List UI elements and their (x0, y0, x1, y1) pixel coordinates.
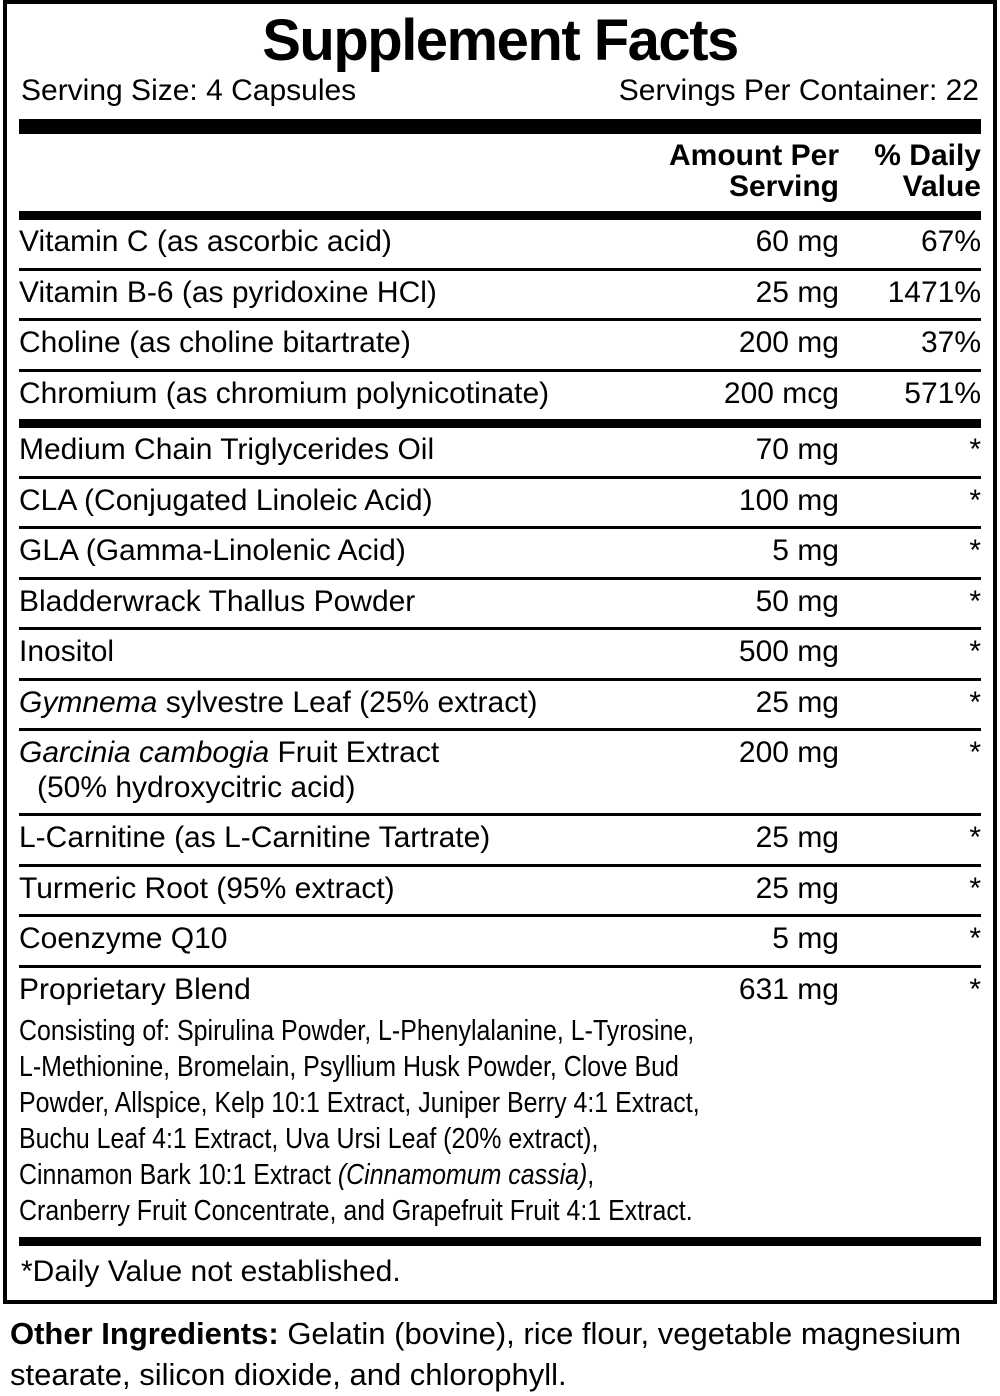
ingredient-name: Chromium (as chromium polynicotinate) (19, 376, 550, 410)
other-ingredients-text: Gelatin (bovine), rice flour, vegetable magnesium stearate, silicon dioxide, and chlorophyll. (10, 1316, 962, 1392)
ingredient-name-line2: (50% hydroxycitric acid) (37, 770, 356, 804)
proprietary-blend-description-line: L-Methionine, Bromelain, Psyllium Husk Powder, Clove Bud (19, 1051, 679, 1084)
ingredient-daily-value: * (969, 685, 981, 719)
ingredient-amount: 25 mg (755, 685, 839, 719)
ingredient-amount: 100 mg (738, 483, 839, 517)
ingredient-amount: 200 mg (738, 326, 839, 360)
ingredient-name: Medium Chain Triglycerides Oil (19, 433, 435, 467)
ingredient-name: Choline (as choline bitartrate) (19, 326, 411, 360)
ingredient-row (19, 813, 981, 864)
ingredient-amount: 25 mg (755, 821, 839, 855)
ingredient-daily-value: * (969, 821, 981, 855)
daily-value-footnote: *Daily Value not established. (21, 1255, 401, 1289)
proprietary-blend-description-line: Buchu Leaf 4:1 Extract, Uva Ursi Leaf (20% extract), (19, 1123, 599, 1156)
proprietary-blend-description-line: Cinnamon Bark 10:1 Extract (Cinnamomum cassia), (19, 1159, 595, 1192)
ingredient-name: L-Carnitine (as L-Carnitine Tartrate) (19, 821, 491, 855)
ingredient-row (19, 965, 981, 1238)
ingredient-rows (19, 220, 981, 1237)
ingredient-amount: 200 mcg (723, 376, 839, 410)
ingredient-row (19, 476, 981, 527)
ingredient-amount: 631 mg (738, 972, 839, 1006)
ingredient-row (19, 728, 981, 813)
ingredient-row (19, 577, 981, 628)
section-divider-bar-footnote (19, 1237, 981, 1246)
ingredient-row (19, 678, 981, 729)
ingredient-row (19, 914, 981, 965)
ingredient-name: Turmeric Root (95% extract) (19, 871, 395, 905)
servings-per-container: Servings Per Container: 22 (618, 74, 979, 107)
supplement-facts-panel (3, 0, 997, 1304)
ingredient-row (19, 268, 981, 319)
ingredient-row (19, 428, 981, 476)
proprietary-blend-description-line: Powder, Allspice, Kelp 10:1 Extract, Juniper Berry 4:1 Extract, (19, 1087, 700, 1120)
proprietary-blend-description (19, 1013, 979, 1229)
ingredient-name: Vitamin C (as ascorbic acid) (19, 225, 392, 259)
ingredient-amount: 200 mg (738, 736, 839, 770)
ingredient-daily-value: * (969, 584, 981, 618)
other-ingredients (10, 1314, 995, 1396)
column-headers (19, 134, 981, 212)
ingredient-daily-value: * (969, 736, 981, 770)
ingredient-row (19, 318, 981, 369)
percent-daily-value-header: % Daily Value (874, 138, 981, 204)
ingredient-row (19, 526, 981, 577)
ingredient-name: Inositol (19, 635, 115, 669)
serving-size: Serving Size: 4 Capsules (21, 74, 357, 107)
ingredient-daily-value: * (969, 972, 981, 1006)
ingredient-name: Vitamin B-6 (as pyridoxine HCl) (19, 275, 437, 309)
ingredient-name: Coenzyme Q10 (19, 922, 228, 956)
proprietary-blend-description-line: Consisting of: Spirulina Powder, L-Phenylalanine, L-Tyrosine, (19, 1015, 695, 1048)
serving-info (21, 74, 979, 109)
section-divider-bar-top (19, 119, 981, 134)
ingredient-daily-value: * (969, 433, 981, 467)
ingredient-name: Proprietary Blend (19, 972, 251, 1006)
panel-title: Supplement Facts (262, 8, 738, 73)
ingredient-amount: 25 mg (755, 871, 839, 905)
ingredient-name: GLA (Gamma-Linolenic Acid) (19, 534, 406, 568)
ingredient-name: Gymnema sylvestre Leaf (25% extract) (19, 685, 538, 719)
ingredient-amount: 60 mg (755, 225, 839, 259)
ingredient-name: CLA (Conjugated Linoleic Acid) (19, 483, 433, 517)
proprietary-blend-description-line: Cranberry Fruit Concentrate, and Grapefruit Fruit 4:1 Extract. (19, 1195, 693, 1228)
ingredient-name: Garcinia cambogia Fruit Extract (50% hydroxycitric acid) (19, 736, 739, 805)
ingredient-daily-value: * (969, 635, 981, 669)
ingredient-row (19, 864, 981, 915)
ingredient-name: Bladderwrack Thallus Powder (19, 584, 416, 618)
section-divider-bar-header (19, 211, 981, 220)
ingredient-row (19, 369, 981, 420)
ingredient-amount: 5 mg (772, 922, 839, 956)
ingredient-daily-value: * (969, 871, 981, 905)
ingredient-amount: 50 mg (755, 584, 839, 618)
ingredient-daily-value: * (969, 483, 981, 517)
ingredient-amount: 25 mg (755, 275, 839, 309)
ingredient-daily-value: 37% (920, 326, 981, 360)
ingredient-daily-value: 571% (904, 376, 981, 410)
amount-per-serving-header: Amount Per Serving (668, 138, 839, 204)
ingredient-row (19, 220, 981, 268)
ingredient-daily-value: * (969, 534, 981, 568)
ingredient-daily-value: 67% (920, 225, 981, 259)
ingredient-amount: 70 mg (755, 433, 839, 467)
other-ingredients-label: Other Ingredients: (10, 1316, 279, 1352)
ingredient-amount: 500 mg (738, 635, 839, 669)
ingredient-row (19, 627, 981, 678)
ingredient-daily-value: * (969, 922, 981, 956)
ingredient-daily-value: 1471% (887, 275, 981, 309)
ingredient-amount: 5 mg (772, 534, 839, 568)
section-divider-bar (19, 419, 981, 428)
